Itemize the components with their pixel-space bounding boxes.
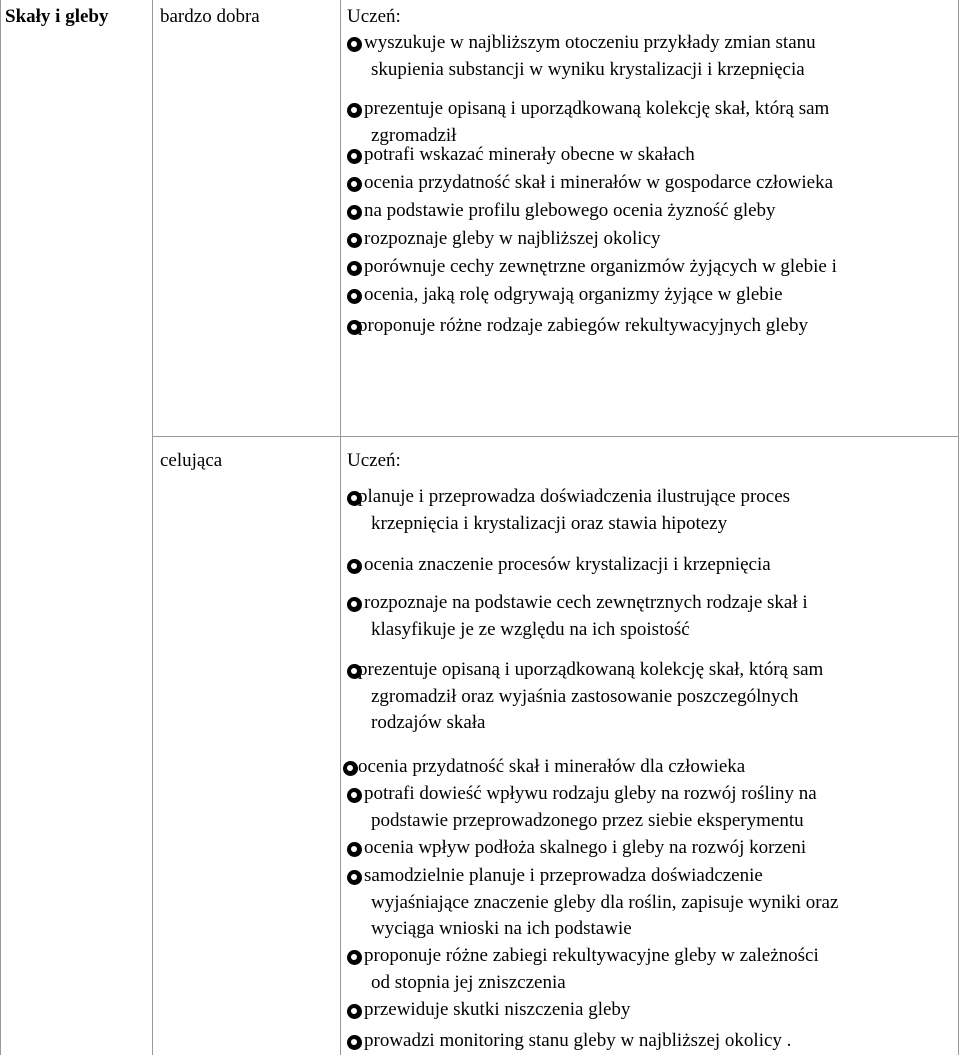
list-item-text: proponuje różne rodzaje zabiegów rekultywacyjnych gleby <box>358 315 809 336</box>
column-divider-right <box>958 0 959 1055</box>
list-item-text: zgromadził oraz wyjaśnia zastosowanie poszczególnych <box>371 685 799 707</box>
grade-label-bardzo-dobra: bardzo dobra <box>160 6 260 27</box>
list-item-text: od stopnia jej zniszczenia <box>371 971 566 993</box>
list-item-text: klasyfikuje je ze względu na ich spoistość <box>371 618 690 640</box>
bullet-icon <box>347 149 362 164</box>
list-item-text: rozpoznaje na podstawie cech zewnętrznych rodzaje skał i <box>364 592 808 613</box>
list-item-text: ocenia przydatność skał i minerałów dla człowieka <box>358 756 746 777</box>
list-item-text: porównuje cechy zewnętrzne organizmów żyjących w glebie i <box>364 256 837 277</box>
bullet-icon <box>347 559 362 574</box>
list-item-text: potrafi wskazać minerały obecne w skałach <box>364 144 695 165</box>
bullet-icon <box>347 1035 362 1050</box>
requirements-heading: Uczeń: <box>347 450 401 471</box>
list-item-text: ocenia przydatność skał i minerałów w gospodarce człowieka <box>364 172 834 193</box>
list-item-text: wyciąga wnioski na ich podstawie <box>371 918 632 939</box>
bullet-icon <box>347 870 362 885</box>
list-item-text: ocenia, jaką rolę odgrywają organizmy żyjące w glebie <box>364 284 783 305</box>
list-item-text: potrafi dowieść wpływu rodzaju gleby na rozwój rośliny na <box>364 783 817 804</box>
column-divider-left <box>0 0 1 1055</box>
bullet-icon <box>347 205 362 220</box>
list-item-text: prowadzi monitoring stanu gleby w najbliższej okolicy . <box>364 1030 792 1051</box>
list-item-text: samodzielnie planuje i przeprowadza doświadczenie <box>364 865 763 886</box>
bullet-icon <box>347 261 362 276</box>
list-item-text: podstawie przeprowadzonego przez siebie eksperymentu <box>371 809 804 831</box>
bullet-icon <box>347 1004 362 1019</box>
bullet-icon <box>343 761 358 776</box>
list-item-text: zgromadził <box>371 124 457 146</box>
requirements-heading: Uczeń: <box>347 6 401 27</box>
bullet-icon <box>347 103 362 118</box>
list-item-text: rodzajów skała <box>371 712 486 733</box>
list-item-text: przewiduje skutki niszczenia gleby <box>364 999 631 1020</box>
grade-label-celujaca: celująca <box>160 450 223 471</box>
list-item-text: rozpoznaje gleby w najbliższej okolicy <box>364 228 661 249</box>
list-item-text: proponuje różne zabiegi rekultywacyjne gleby w zależności <box>364 945 819 966</box>
list-item-text: wyszukuje w najbliższym otoczeniu przykłady zmian stanu <box>364 32 816 53</box>
bullet-icon <box>347 950 362 965</box>
column-divider-1 <box>152 0 153 1055</box>
list-item-text: skupienia substancji w wyniku krystalizacji i krzepnięcia <box>371 58 805 80</box>
bullet-icon <box>347 177 362 192</box>
list-item-text: planuje i przeprowadza doświadczenia ilustrujące proces <box>358 486 791 507</box>
bullet-icon <box>347 788 362 803</box>
list-item-text: ocenia znaczenie procesów krystalizacji i krzepnięcia <box>364 554 771 575</box>
bullet-icon <box>347 37 362 52</box>
bullet-icon <box>347 842 362 857</box>
bullet-icon <box>347 289 362 304</box>
list-item-text: prezentuje opisaną i uporządkowaną kolekcję skał, którą sam <box>364 98 830 119</box>
list-item-text: wyjaśniające znaczenie gleby dla roślin, zapisuje wyniki oraz <box>371 891 839 913</box>
row-divider <box>152 436 959 437</box>
list-item-text: na podstawie profilu glebowego ocenia żyzność gleby <box>364 200 776 221</box>
list-item-text: ocenia wpływ podłoża skalnego i gleby na rozwój korzeni <box>364 837 807 858</box>
list-item-text: prezentuje opisaną i uporządkowaną kolekcję skał, którą sam <box>358 659 824 680</box>
topic-title: Skały i gleby <box>5 6 109 27</box>
column-divider-2 <box>340 0 341 1055</box>
list-item-text: krzepnięcia i krystalizacji oraz stawia hipotezy <box>371 512 728 534</box>
bullet-icon <box>347 597 362 612</box>
bullet-icon <box>347 233 362 248</box>
